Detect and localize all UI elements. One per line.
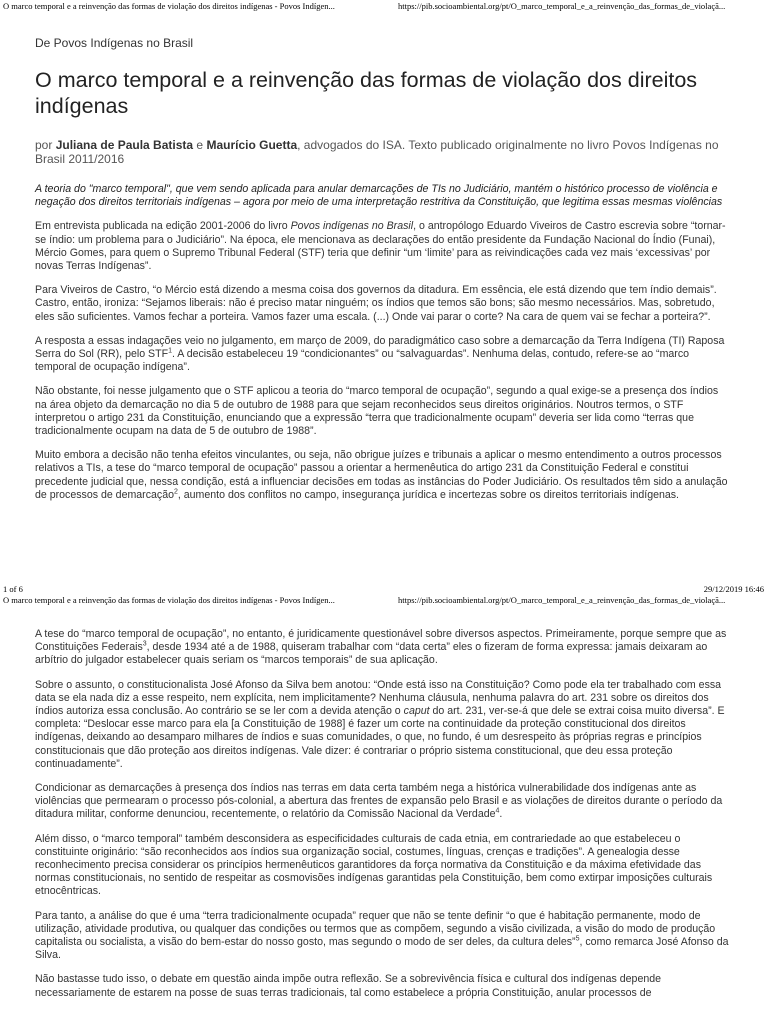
paragraph: A tese do “marco temporal de ocupação”, no entanto, é juridicamente questionável sobre diversos aspectos. Primeiramente, porque sempre que as Constituições Federais$^3$, desde 1934 até a de 1988, quiseram trabalhar com “data certa” eles o fizeram de forma expressa: jamais deixaram ao arbítrio do julgador estabelecer quais seriam os “marcos temporais” de sua aplicação. xyxy=(35,628,727,667)
footnote-ref[interactable]: 1 xyxy=(168,347,172,355)
footnote-ref[interactable]: 4 xyxy=(495,807,500,815)
lead-paragraph: A teoria do "marco temporal", que vem sendo aplicada para anular demarcações de TIs no Judiciário, mantém o histórico processo de violência e negação dos direitos territoriais indígenas – agora por meio de uma interpretação restritiva da Constituição, que legitima essas mesmas violências xyxy=(35,183,723,209)
paragraph: Em entrevista publicada na edição 2001-2006 do livro Povos indígenas no Brasil, o antropólogo Eduardo Viveiros de Castro escrevia sobre “tornar-se índio: um problema para o Judiciário”. Na época, ele mencionava as declarações do então presidente da Fundação Nacional do Índio (Funai), Mércio Gomes, para quem o Supremo Tribunal Federal (STF) teria que definir “um ‘limite’ para as reivindicações cada vez mais ‘excessivas’ por novas Terras Indígenas”. xyxy=(35,220,726,273)
paragraph: Muito embora a decisão não tenha efeitos vinculantes, ou seja, não obrigue juízes e tribunais a aplicar o mesmo entendimento a outros processos relativos a TIs, a tese do “marco temporal de ocupação” passou a orientar a hermenêutica do artigo 231 da Constituição Federal e constitui precedente judicial que, nessa condição, está a influenciar decisões em todas as instâncias do Poder Judiciário. Os resultados têm sido a anulação de processos de demarcação$^2$, aumento dos conflitos no campo, insegurança jurídica e incertezas sobre os direitos territoriais indígenas. xyxy=(35,449,728,501)
paragraph: Além disso, o “marco temporal” também desconsidera as especificidades culturais de cada etnia, em contrariedade ao que estabeleceu o constituinte originário: “são reconhecidos aos índios sua organização social, costumes, línguas, crenças e tradições”. A genealogia desse reconhecimento precisa considerar os princípios hermenêuticos garantidores da força normativa da Constituição e da máxima efetividade das normas constitucionais, no sentido de respeitar as cosmovisões indígenas garantidas pela Constituição, bem como extirpar imposições culturais etnocêntricas. xyxy=(35,832,713,898)
page-number: 1 of 6 xyxy=(3,584,23,594)
print-header xyxy=(0,1,768,13)
byline: por Juliana de Paula Batista e Maurício Guetta, advogados do ISA. Texto publicado originalmente no livro Povos Indígenas no Brasil 2011/2016 xyxy=(35,138,719,166)
article-title: O marco temporal e a reinvenção das formas de violação dos direitos indígenas xyxy=(35,68,698,118)
paragraph: A resposta a essas indagações veio no julgamento, em março de 2009, do paradigmático caso sobre a demarcação da Terra Indígena (TI) Raposa Serra do Sol (RR), pelo STF$^1$. A decisão estabeleceu 19 “condicionantes” ou “salvaguardas”. Nenhuma delas, contudo, refere-se ao “marco temporal de ocupação indígena”. xyxy=(35,334,725,374)
print-header-title: O marco temporal e a reinvenção das formas de violação dos direitos indígenas - Povos Indígen... xyxy=(3,595,335,605)
author-1[interactable]: Juliana de Paula Batista xyxy=(55,138,194,152)
paragraph: Para Viveiros de Castro, “o Mércio está dizendo a mesma coisa dos governos da ditadura. Em essência, ele está dizendo que tem índio demais”. Castro, então, ironiza: “Sejamos liberais: não é preciso matar ninguém; os índios que temos são bons; são mesmo necessários. Mas, sobretudo, eles são suficientes. Vamos fechar a porteira. Vamos fazer uma escala. (...) Onde vai parar o corte? Na cara de quem vai se fechar a porteira?”. xyxy=(35,284,717,323)
print-header xyxy=(0,595,768,607)
paragraph: Não obstante, foi nesse julgamento que o STF aplicou a teoria do “marco temporal de ocupação”, segundo a qual exige-se a presença dos índios na área objeto da demarcação no dia 5 de outubro de 1988 para que sejam reconhecidos seus direitos originários. Noutros termos, o STF interpretou o artigo 231 da Constituição, enunciando que a expressão “terra que tradicionalmente ocupam” deveria ser lida como “terras que tradicionalmente ocupam na data de 5 de outubro de 1988”. xyxy=(35,385,719,438)
print-date: 29/12/2019 16:46 xyxy=(703,584,764,594)
print-header-url[interactable]: https://pib.socioambiental.org/pt/O_marco_temporal_e_a_reinvenção_das_formas_de_violaçã... xyxy=(398,595,726,605)
section-label[interactable]: De Povos Indígenas no Brasil xyxy=(35,36,194,50)
article-page-1 xyxy=(35,36,729,502)
print-header-title: O marco temporal e a reinvenção das formas de violação dos direitos indígenas - Povos Indígen... xyxy=(3,1,335,11)
footnote-ref[interactable]: 5 xyxy=(575,935,580,943)
print-header-url[interactable]: https://pib.socioambiental.org/pt/O_marco_temporal_e_a_reinvenção_das_formas_de_violaçã... xyxy=(398,1,726,11)
paragraph: Sobre o assunto, o constitucionalista José Afonso da Silva bem anotou: “Onde está isso na Constituição? Como pode ela ter trabalhado com essa data se ela nada diz a esse respeito, nem explícita, nem implicitamente? Nenhuma cláusula, nenhuma palavra do art. 231 sobre os direitos dos índios autoriza essa conclusão. Ao contrário se se ler com a devida atenção o caput do art. 231, ver-se-á que dele se extrai coisa muito diversa”. E completa: “Deslocar esse marco para ela [a Constituição de 1988] é fazer um corte na continuidade da proteção constitucional dos direitos indígenas, deixando ao desamparo milhares de índios e suas comunidades, o que, no fundo, é um desrespeito às próprias regras e princípios constitucionais que dão proteção aos direitos indígenas. Vale dizer: é contrariar o próprio sistema constitucional, que deu essa proteção continuadamente”. xyxy=(35,678,725,770)
paragraph: Para tanto, a análise do que é uma “terra tradicionalmente ocupada” requer que não se tente definir “o que é habitação permanente, modo de utilização, atividade produtiva, ou qualquer das condições ou termos que as compõem, segundo a visão civilizada, a visão do modo de produção capitalista ou socialista, a visão do bem-estar do nosso gosto, mas segundo o modo de ser deles, da cultura deles”$^5$, como remarca José Afonso da Silva. xyxy=(35,909,729,962)
footnote-ref[interactable]: 3 xyxy=(142,640,147,648)
author-2[interactable]: Maurício Guetta xyxy=(206,138,298,152)
footnote-ref[interactable]: 2 xyxy=(173,488,178,496)
article-page-2 xyxy=(35,628,729,1000)
paragraph: Condicionar as demarcações à presença dos índios nas terras em data certa também nega a histórica vulnerabilidade dos indígenas ante as violências que permearam o processo pós-colonial, a abertura das frentes de expansão pelo Brasil e as violações de direitos durante o período da ditadura militar, conforme denunciou, recentemente, o relatório da Comissão Nacional da Verdade$^4$. xyxy=(35,782,723,821)
paragraph: Não bastasse tudo isso, o debate em questão ainda impõe outra reflexão. Se a sobrevivência física e cultural dos indígenas depende necessariamente de estarem na posse de suas terras tradicionais, tal como estabelece a própria Constituição, anular processos de xyxy=(35,973,662,999)
